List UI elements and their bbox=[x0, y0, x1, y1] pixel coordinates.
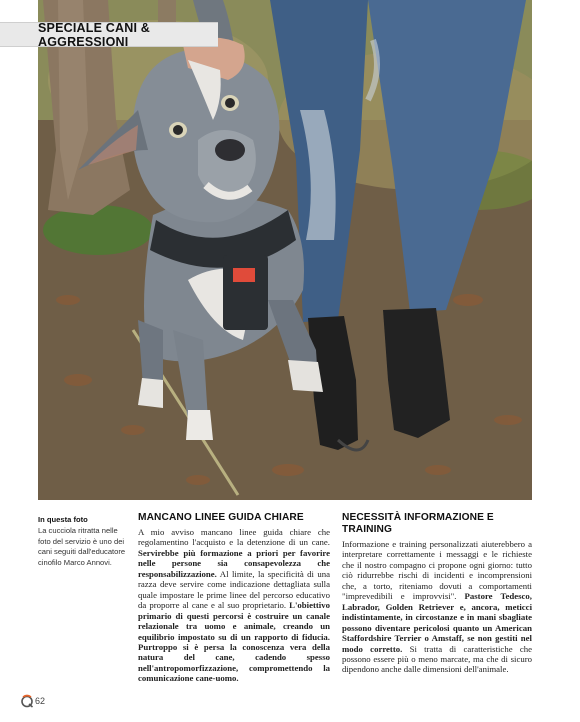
column-1-bold-a: Servirebbe più formazione a priori per favorire nelle persone sia consapevolezza che responsabilizzazione. bbox=[138, 547, 330, 579]
article-photo bbox=[38, 0, 532, 500]
column-2-body bbox=[342, 539, 532, 675]
section-banner bbox=[0, 22, 218, 47]
photo-caption bbox=[38, 515, 128, 568]
column-1-text-a: A mio avviso mancano linee guida chiare che regolamentino l'acquisto e la detenzione di un cane. bbox=[138, 527, 330, 548]
column-2-text-b: Si tratta di caratteristiche che possono essere più o meno marcate, ma che di sicuro dipendono anche dalle dimensioni dell'animale. bbox=[342, 643, 532, 675]
column-1-body bbox=[138, 527, 330, 684]
article-column-1 bbox=[138, 512, 330, 684]
section-banner-label: SPECIALE CANI & AGGRESSIONI bbox=[38, 20, 151, 49]
dog-photo-illustration bbox=[38, 0, 532, 500]
column-1-bold-b: L'obiettivo primario di questi percorsi è costruire un canale relazionale tra uomo e animale, creando un equilibrio impostato su di un rapporto di fiducia. Purtroppo si è persa la conoscenza vera della natura del cane, cadendo spesso nell'antropomorfizzazione, compromettendo la comunicazione cane-uomo. bbox=[138, 600, 330, 684]
column-1-heading: MANCANO LINEE GUIDA CHIARE bbox=[138, 512, 304, 523]
caption-text: La cucciola ritratta nelle foto del servizio è uno dei cani seguiti dall'educatore cinofilo Marco Annovi. bbox=[38, 526, 126, 567]
magazine-logo-icon bbox=[20, 694, 34, 708]
column-2-bold-a: Pastore Tedesco, Labrador, Golden Retriever e, ancora, meticci indistintamente, in circostanze e in mani sbagliate possono diventare pericolosi quanto un American Staffordshire Terrier o Amstaff, se non gestiti nel modo corretto. bbox=[342, 591, 532, 654]
column-2-text-a: Informazione e training personalizzati aiuterebbero a interpretare correttamente i messaggi e le richieste che il nostro compagno ci propone ogni giorno: tutto ciò ridurrebbe rischi di incidenti e incomprensioni che, a torto, riteniamo dovuti a comportamenti "imprevedibili e improvvisi". bbox=[342, 539, 532, 602]
article-column-2 bbox=[342, 512, 532, 675]
column-2-heading: NECESSITÀ INFORMAZIONE E TRAINING bbox=[342, 512, 494, 535]
page-folio bbox=[20, 693, 45, 709]
column-1-text-b: Al limite, la specificità di una razza deve servire come indicazione dettagliata sulla quale impostare le prime linee del percorso educativo da proporre al cane e al suo proprietario. bbox=[138, 568, 330, 611]
caption-title: In questa foto bbox=[38, 515, 88, 524]
page-number: 62 bbox=[35, 696, 46, 706]
